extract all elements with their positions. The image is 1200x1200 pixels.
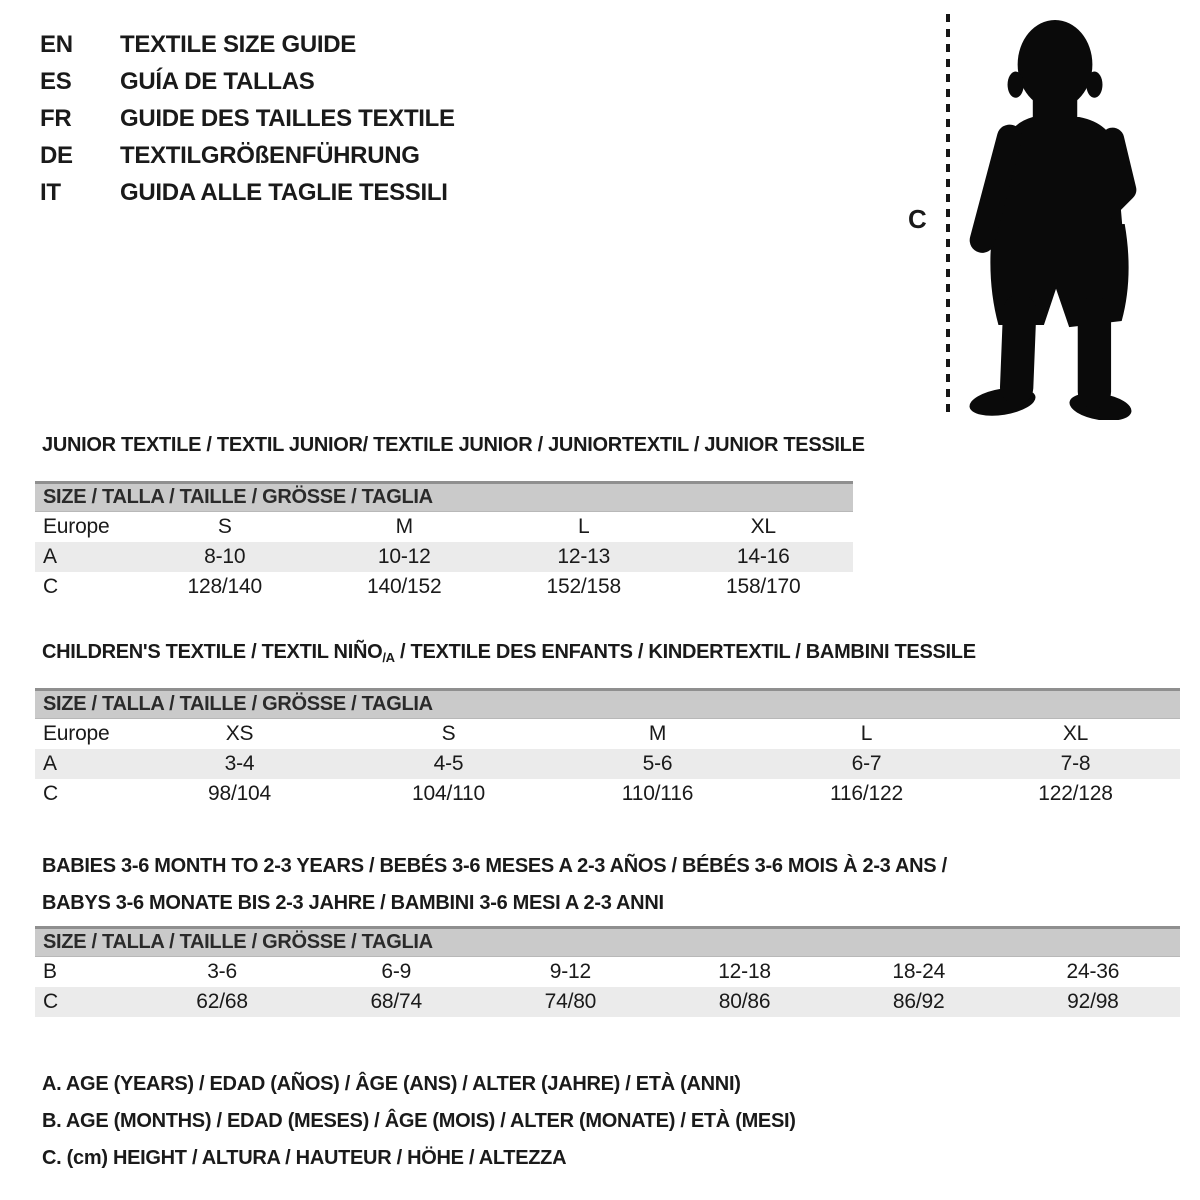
language-row-en bbox=[40, 26, 455, 63]
table-cell: XL bbox=[971, 719, 1180, 749]
language-title: GUIDE DES TAILLES TEXTILE bbox=[120, 105, 455, 132]
language-code: ES bbox=[40, 68, 72, 95]
table-cell: XL bbox=[674, 512, 854, 542]
table-cell: 158/170 bbox=[674, 572, 854, 602]
table-cell: 24-36 bbox=[1006, 957, 1180, 987]
table-row bbox=[35, 572, 853, 602]
children-title-subscript: /A bbox=[382, 650, 395, 665]
table-cell: 3-6 bbox=[135, 957, 309, 987]
table-row bbox=[35, 749, 1180, 779]
table-cell: S bbox=[344, 719, 553, 749]
table-cell: 6-7 bbox=[762, 749, 971, 779]
table-cell: 12-18 bbox=[657, 957, 831, 987]
table-cell: 92/98 bbox=[1006, 987, 1180, 1017]
table-cell: 4-5 bbox=[344, 749, 553, 779]
row-label: A bbox=[35, 542, 135, 572]
language-list bbox=[40, 26, 455, 211]
height-measure-figure bbox=[900, 0, 1200, 430]
language-code: IT bbox=[40, 179, 61, 206]
table-cell: 14-16 bbox=[674, 542, 854, 572]
table-cell: 3-4 bbox=[135, 749, 344, 779]
table-cell: 18-24 bbox=[832, 957, 1006, 987]
language-code: FR bbox=[40, 105, 72, 132]
table-header-row bbox=[35, 690, 1180, 719]
row-label: C bbox=[35, 572, 135, 602]
babies-section-title bbox=[42, 848, 947, 922]
babies-size-table bbox=[35, 926, 1180, 1017]
language-row-it bbox=[40, 174, 455, 211]
table-cell: 10-12 bbox=[315, 542, 495, 572]
legend-line-b: B. AGE (MONTHS) / EDAD (MESES) / ÂGE (MOIS) / ALTER (MONATE) / ETÀ (MESI) bbox=[42, 1110, 796, 1132]
table-cell: 6-9 bbox=[309, 957, 483, 987]
table-header-row bbox=[35, 483, 853, 512]
table-row bbox=[35, 719, 1180, 749]
table-cell: 110/116 bbox=[553, 779, 762, 809]
row-label: C bbox=[35, 779, 135, 809]
language-title: GUÍA DE TALLAS bbox=[120, 68, 315, 95]
table-row bbox=[35, 542, 853, 572]
table-cell: M bbox=[553, 719, 762, 749]
row-label: Europe bbox=[35, 512, 135, 542]
size-header-cell: SIZE / TALLA / TAILLE / GRÖSSE / TAGLIA bbox=[35, 483, 853, 512]
children-size-table bbox=[35, 688, 1180, 809]
table-cell: 62/68 bbox=[135, 987, 309, 1017]
junior-section-title: JUNIOR TEXTILE / TEXTIL JUNIOR/ TEXTILE JUNIOR / JUNIORTEXTIL / JUNIOR TESSILE bbox=[42, 434, 865, 456]
junior-size-table bbox=[35, 481, 853, 602]
language-code: DE bbox=[40, 142, 73, 169]
row-label: C bbox=[35, 987, 135, 1017]
table-cell: 80/86 bbox=[657, 987, 831, 1017]
language-title: GUIDA ALLE TAGLIE TESSILI bbox=[120, 179, 448, 206]
height-measure-label: C bbox=[908, 204, 927, 234]
table-header-row bbox=[35, 928, 1180, 957]
table-row bbox=[35, 512, 853, 542]
children-title-main: CHILDREN'S TEXTILE / TEXTIL NIÑO bbox=[42, 641, 383, 663]
language-row-es bbox=[40, 63, 455, 100]
row-label: Europe bbox=[35, 719, 135, 749]
row-label: A bbox=[35, 749, 135, 779]
table-cell: 86/92 bbox=[832, 987, 1006, 1017]
table-cell: L bbox=[762, 719, 971, 749]
babies-title-line1: BABIES 3-6 MONTH TO 2-3 YEARS / BEBÉS 3-6 MESES A 2-3 AÑOS / BÉBÉS 3-6 MOIS À 2-3 ANS / bbox=[42, 855, 947, 877]
children-title-rest: / TEXTILE DES ENFANTS / KINDERTEXTIL / BAMBINI TESSILE bbox=[394, 641, 976, 663]
language-title: TEXTILE SIZE GUIDE bbox=[120, 31, 356, 58]
table-cell: 152/158 bbox=[494, 572, 674, 602]
children-section-title bbox=[42, 641, 976, 665]
table-cell: 9-12 bbox=[483, 957, 657, 987]
measurement-legend bbox=[42, 1066, 796, 1177]
legend-line-a: A. AGE (YEARS) / EDAD (AÑOS) / ÂGE (ANS) / ALTER (JAHRE) / ETÀ (ANNI) bbox=[42, 1073, 741, 1095]
toddler-silhouette-icon bbox=[962, 16, 1144, 420]
table-cell: XS bbox=[135, 719, 344, 749]
table-cell: 122/128 bbox=[971, 779, 1180, 809]
table-cell: M bbox=[315, 512, 495, 542]
table-cell: 128/140 bbox=[135, 572, 315, 602]
table-row bbox=[35, 957, 1180, 987]
table-row bbox=[35, 987, 1180, 1017]
language-title: TEXTILGRÖßENFÜHRUNG bbox=[120, 142, 420, 169]
height-measure-dashed-line bbox=[946, 14, 950, 418]
table-cell: 7-8 bbox=[971, 749, 1180, 779]
babies-title-line2: BABYS 3-6 MONATE BIS 2-3 JAHRE / BAMBINI 3-6 MESI A 2-3 ANNI bbox=[42, 892, 664, 914]
table-cell: 74/80 bbox=[483, 987, 657, 1017]
row-label: B bbox=[35, 957, 135, 987]
table-cell: S bbox=[135, 512, 315, 542]
table-cell: 116/122 bbox=[762, 779, 971, 809]
table-cell: 140/152 bbox=[315, 572, 495, 602]
table-cell: 8-10 bbox=[135, 542, 315, 572]
table-cell: 104/110 bbox=[344, 779, 553, 809]
table-cell: 5-6 bbox=[553, 749, 762, 779]
language-row-fr bbox=[40, 100, 455, 137]
table-cell: 68/74 bbox=[309, 987, 483, 1017]
language-code: EN bbox=[40, 31, 73, 58]
size-header-cell: SIZE / TALLA / TAILLE / GRÖSSE / TAGLIA bbox=[35, 928, 1180, 957]
table-row bbox=[35, 779, 1180, 809]
language-row-de bbox=[40, 137, 455, 174]
table-cell: L bbox=[494, 512, 674, 542]
legend-line-c: C. (cm) HEIGHT / ALTURA / HAUTEUR / HÖHE / ALTEZZA bbox=[42, 1147, 567, 1169]
table-cell: 98/104 bbox=[135, 779, 344, 809]
table-cell: 12-13 bbox=[494, 542, 674, 572]
size-header-cell: SIZE / TALLA / TAILLE / GRÖSSE / TAGLIA bbox=[35, 690, 1180, 719]
